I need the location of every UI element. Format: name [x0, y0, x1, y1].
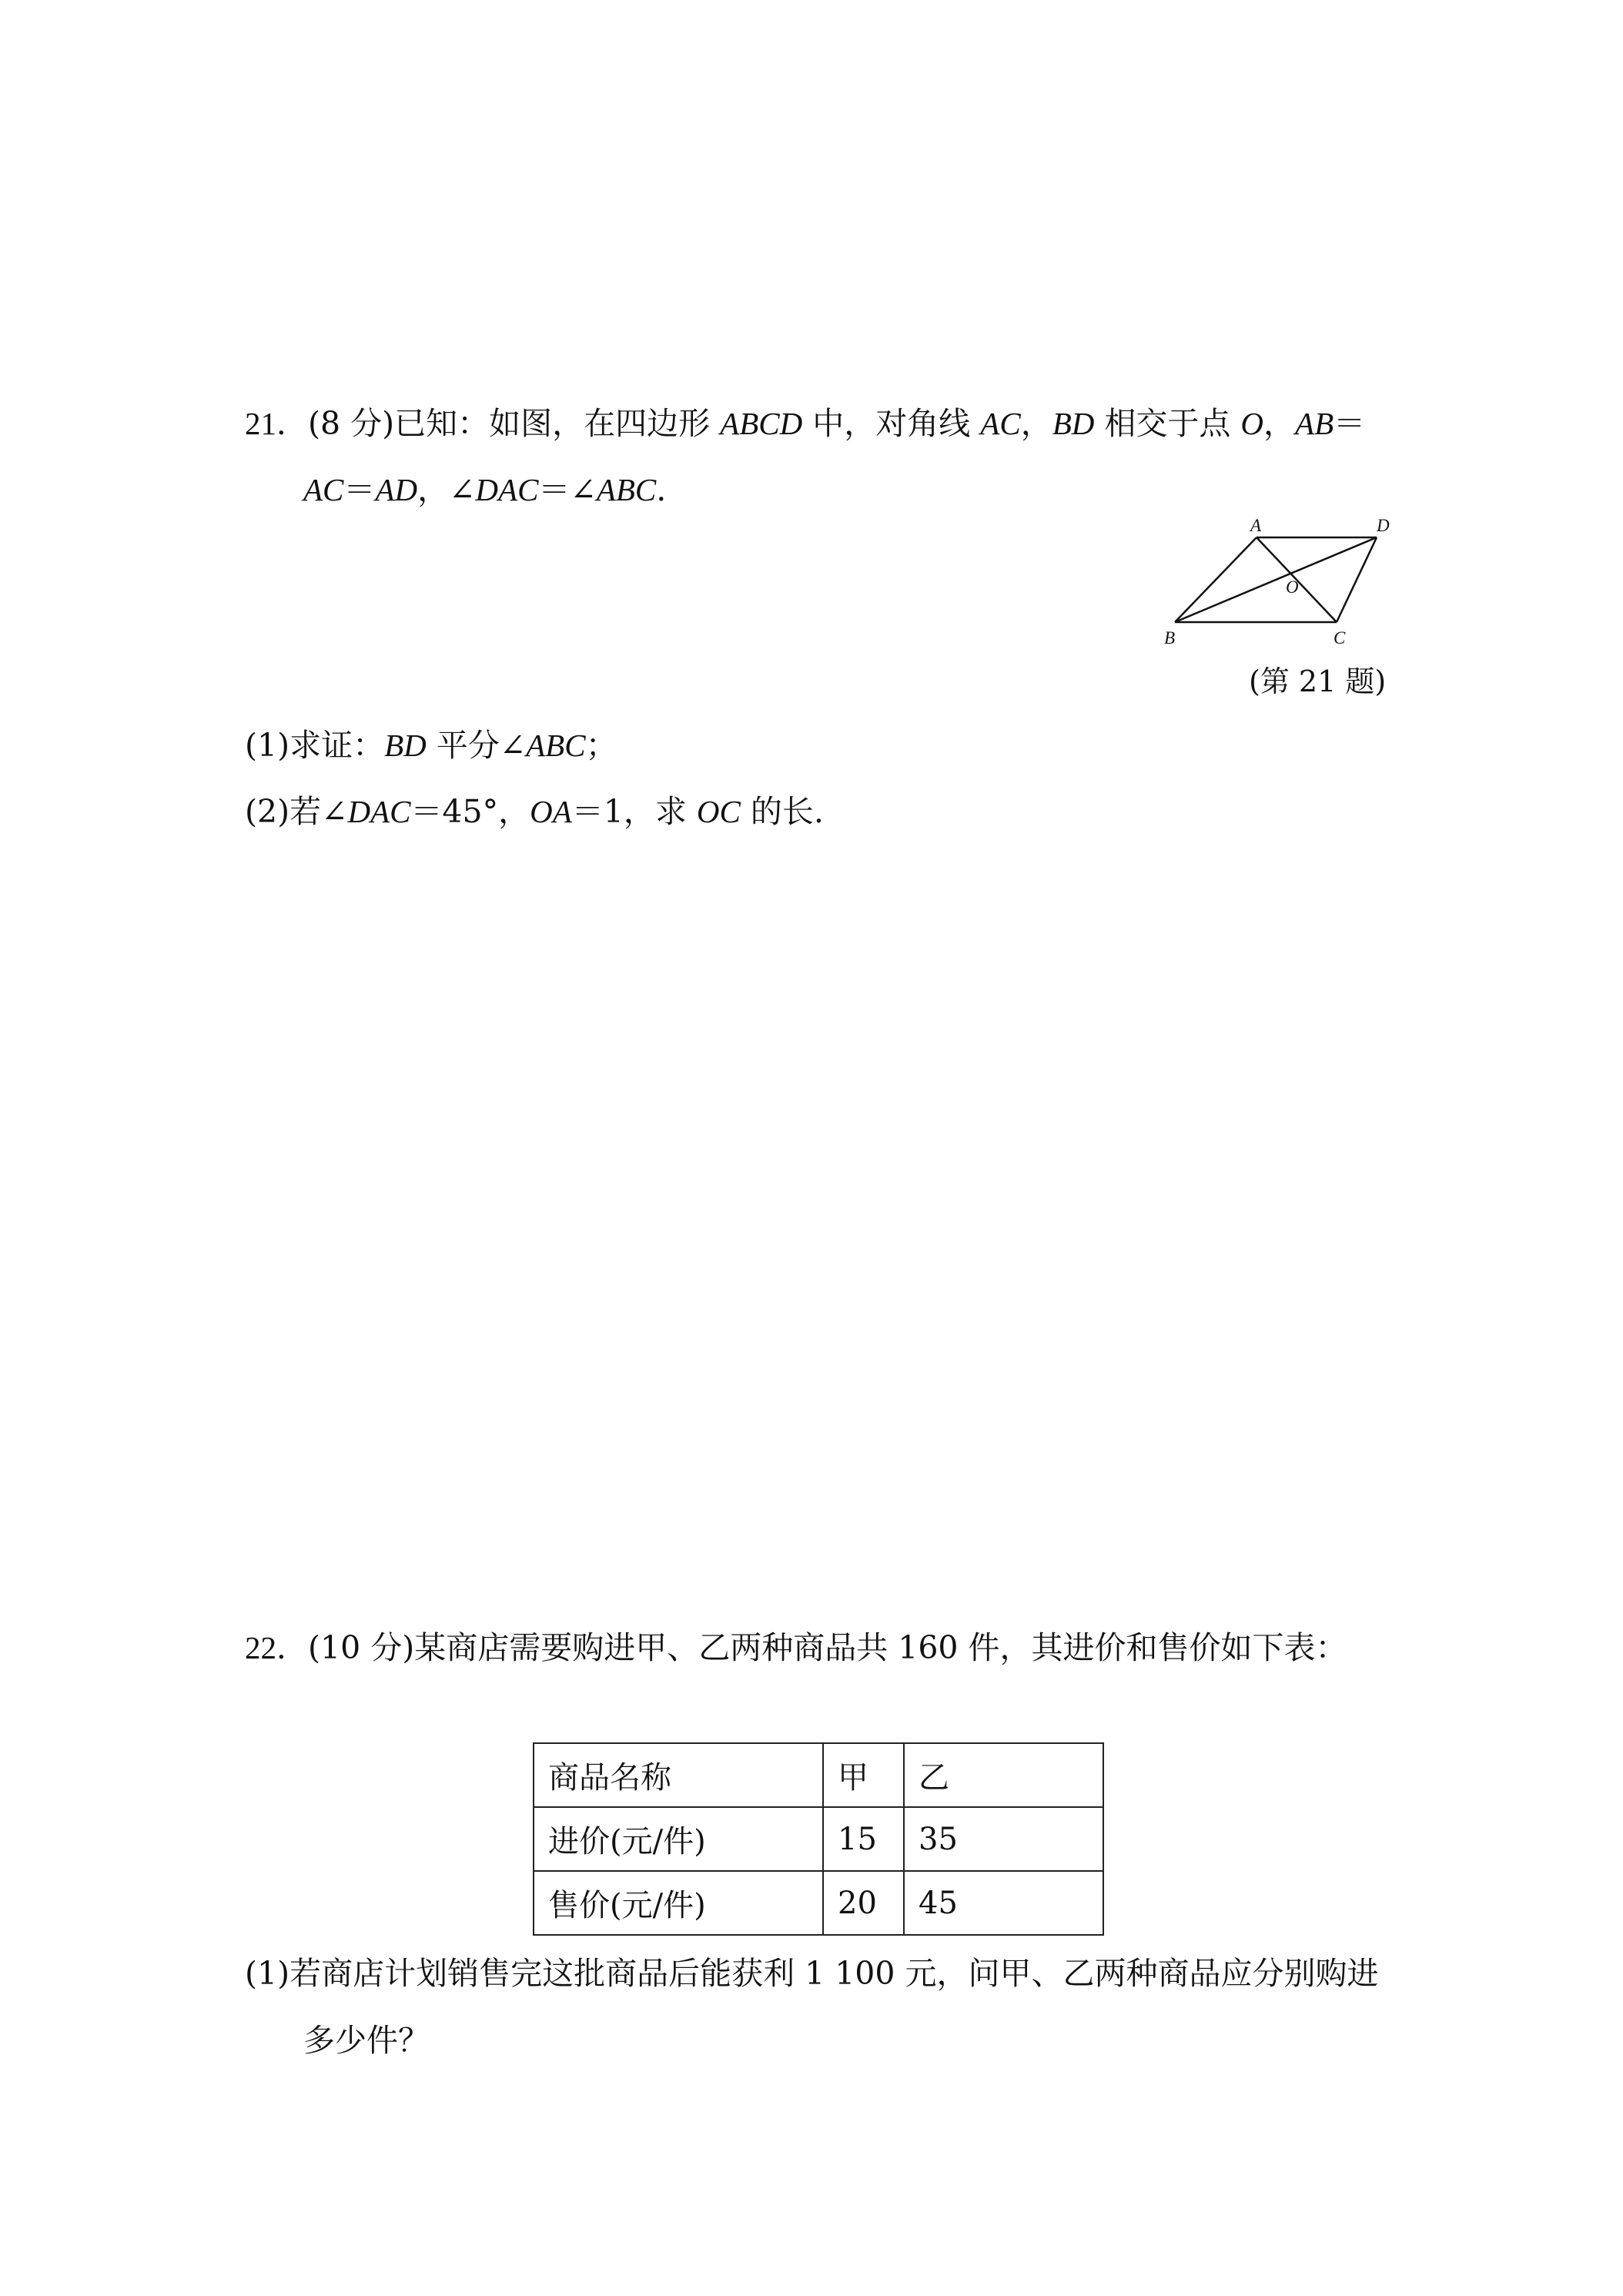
- label-d: D: [1377, 516, 1390, 535]
- q21-text: (1)求证：: [245, 727, 385, 764]
- q21-text: ＝: [1334, 405, 1366, 442]
- table-cell: 商品名称: [534, 1743, 823, 1807]
- table-cell: 售价(元/件): [534, 1871, 823, 1935]
- q21-points: (8 分): [308, 405, 395, 442]
- table-cell: 45: [904, 1871, 1103, 1935]
- q21-var: AC: [303, 472, 344, 507]
- edge-ab: [1175, 537, 1257, 622]
- q22-part1-line1: (1)若商店计划销售完这批商品后能获利 1 100 元，问甲、乙两种商品应分别购进: [245, 1955, 1379, 1992]
- q21-text: ＝: [343, 471, 376, 508]
- label-a: A: [1250, 516, 1262, 535]
- q21-var: DAC: [347, 794, 411, 829]
- table-cell: 35: [904, 1807, 1103, 1871]
- table-row: [534, 1871, 1103, 1935]
- q21-text: .: [656, 471, 667, 508]
- table-cell: 15: [823, 1807, 904, 1871]
- q21-figure: [1155, 508, 1432, 647]
- q21-text: 已知：如图，在四边形: [394, 405, 721, 442]
- label-b: B: [1164, 628, 1176, 647]
- table-row: [534, 1743, 1103, 1807]
- table-cell: 20: [823, 1871, 904, 1935]
- table-cell: 进价(元/件): [534, 1807, 823, 1871]
- q21-var: BD: [384, 728, 427, 763]
- q21-text: 的长.: [740, 793, 824, 830]
- table-cell: 乙: [904, 1743, 1103, 1807]
- label-c: C: [1334, 628, 1346, 647]
- q21-part1: [245, 725, 617, 765]
- q21-var: AD: [375, 472, 418, 507]
- table-row: [534, 1807, 1103, 1871]
- q22-number: 22．: [245, 1630, 308, 1665]
- q21-text: 平分∠: [426, 727, 527, 764]
- q21-text: 相交于点: [1094, 405, 1241, 442]
- label-o: O: [1286, 577, 1299, 597]
- q21-text: ＝45°，: [410, 793, 530, 830]
- q22-points: (10 分): [308, 1629, 415, 1666]
- q22-part1-line2: 多少件？: [303, 2022, 430, 2059]
- q21-text: ，∠: [417, 471, 476, 508]
- q21-var: ABC: [596, 472, 657, 507]
- q21-var: ABC: [526, 728, 586, 763]
- q21-text: ；: [585, 727, 617, 764]
- q21-var: AC: [980, 406, 1021, 441]
- q21-text: (2)若∠: [245, 793, 348, 830]
- q21-text: ＝1，求: [571, 793, 697, 830]
- q21-line2: [303, 470, 666, 510]
- q21-var: BD: [1052, 406, 1095, 441]
- q21-number: 21．: [245, 406, 308, 441]
- q21-part2: [245, 792, 824, 832]
- q21-var: ABCD: [720, 406, 803, 441]
- q21-text: ，: [1263, 405, 1296, 442]
- table-cell: 甲: [823, 1743, 904, 1807]
- q22-stem-line: [245, 1628, 1347, 1668]
- q21-text: 中，对角线: [802, 405, 981, 442]
- q21-var: OC: [696, 794, 741, 829]
- q21-line1: [245, 403, 1365, 443]
- price-table: [533, 1742, 1104, 1936]
- edge-cd: [1337, 537, 1377, 622]
- q21-var: OA: [530, 794, 572, 829]
- q21-text: ，: [1020, 405, 1052, 442]
- q21-text: ＝∠: [538, 471, 597, 508]
- diagonal-bd: [1175, 537, 1377, 622]
- q22-stem: 某商店需要购进甲、乙两种商品共 160 件，其进价和售价如下表：: [414, 1629, 1347, 1666]
- q21-var: O: [1240, 406, 1264, 441]
- q21-figure-caption: (第 21 题): [1249, 664, 1387, 698]
- q21-var: AB: [1295, 406, 1334, 441]
- q21-var: DAC: [475, 472, 539, 507]
